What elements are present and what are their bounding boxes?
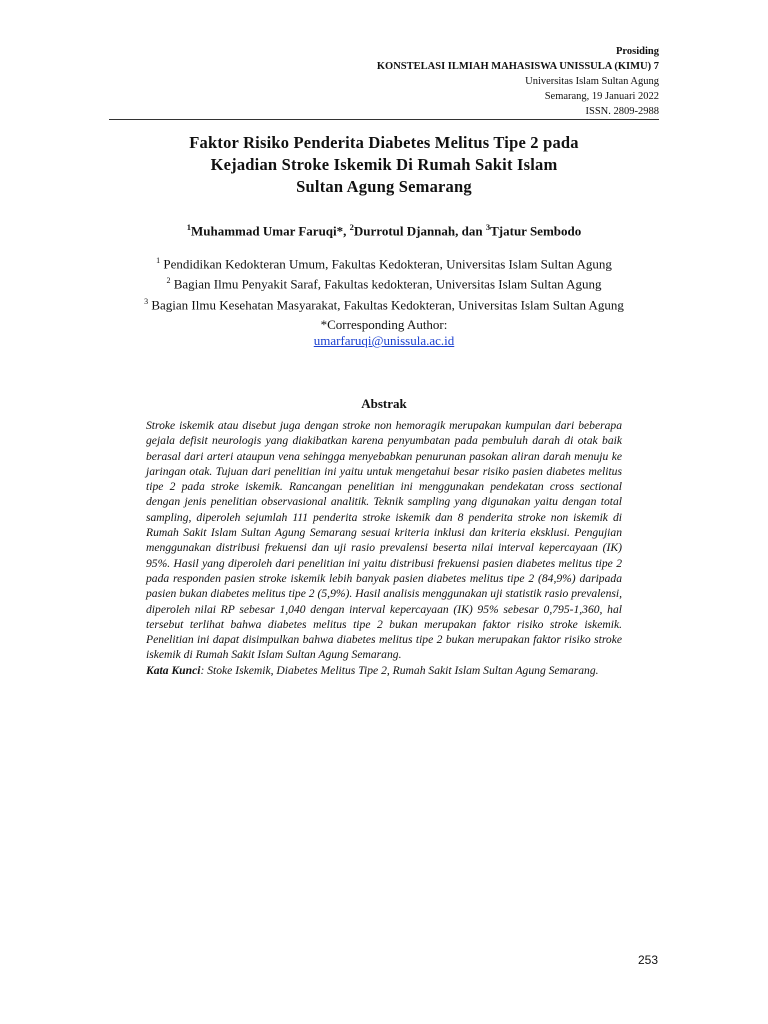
page-number: 253 — [637, 953, 658, 967]
affiliation-3 — [100, 293, 668, 313]
header-divider — [109, 119, 659, 120]
author-2-sup: 2 — [349, 222, 354, 232]
keywords-text: : Stoke Iskemik, Diabetes Melitus Tipe 2, Rumah Sakit Islam Sultan Agung Semarang. — [200, 663, 599, 677]
header-issn: ISSN. 2809-2988 — [585, 106, 659, 117]
author-2-name: Durrotul Djannah, dan — [353, 223, 486, 239]
affiliation-1-text: Pendidikan Kedokteran Umum, Fakultas Kedokteran, Universitas Islam Sultan Agung — [160, 256, 612, 272]
author-3-name: Tjatur Sembodo — [490, 223, 582, 239]
abstract-heading: Abstrak — [361, 396, 407, 411]
title-line-3: Sultan Agung Semarang — [296, 177, 472, 196]
author-1-sup: 1 — [186, 222, 191, 232]
author-email-link[interactable]: umarfaruqi@unissula.ac.id — [313, 333, 455, 348]
header-proceedings-label: Prosiding — [616, 46, 659, 57]
affiliation-3-sup: 3 — [144, 296, 149, 306]
author-3-sup: 3 — [485, 222, 491, 232]
affiliation-2 — [100, 272, 668, 292]
header-conference-name: KONSTELASI ILMIAH MAHASISWA UNISSULA (KIMU) 7 — [376, 61, 659, 72]
affiliation-3-text: Bagian Ilmu Kesehatan Masyarakat, Fakultas Kedokteran, Universitas Islam Sultan Agung — [148, 296, 624, 312]
header-university: Universitas Islam Sultan Agung — [525, 76, 659, 87]
header-date: Semarang, 19 Januari 2022 — [544, 91, 659, 102]
keywords-label: Kata Kunci — [146, 663, 201, 677]
title-line-2: Kejadian Stroke Iskemik Di Rumah Sakit Islam — [210, 155, 558, 174]
proceedings-header — [377, 44, 659, 119]
title-line-1: Faktor Risiko Penderita Diabetes Melitus Tipe 2 pada — [189, 133, 579, 152]
affiliation-1-sup: 1 — [156, 256, 161, 265]
affiliation-2-sup: 2 — [166, 276, 171, 286]
author-list — [109, 222, 659, 239]
affiliation-1 — [100, 252, 668, 272]
corresponding-label: *Corresponding Author: — [320, 317, 448, 332]
affiliations — [100, 252, 668, 313]
corresponding-author — [109, 317, 659, 349]
abstract-body — [146, 418, 622, 678]
author-1-name: Muhammad Umar Faruqi*, — [190, 223, 350, 239]
abstract-text: Stroke iskemik atau disebut juga dengan stroke non hemoragik merupakan kumpulan dari beberapa gejala defisit neurologis yang diakibatkan karena penyumbatan pada pembuluh darah di otak baik berasal dari arteri ataupun vena sehingga menyebabkan penurunan pasokan aliran darah menuju ke jaringan otak. Tujuan dari penelitian ini yaitu untuk mengetahui besar risiko pasien diabetes melitus tipe 2 pada stroke iskemik. Rancangan penelitian ini menggunakan pendekatan cross sectional dengan jenis penelitian observasional analitik. Teknik sampling yang digunakan yaitu dengan total sampling, diperoleh sejumlah 111 penderita stroke iskemik dan 8 penderita stroke non iskemik di Rumah Sakit Islam Sultan Agung Semarang sesuai kriteria inklusi dan kriteria eksklusi. Pengujian menggunakan distribusi frekuensi dan uji rasio prevalensi beserta nilai interval kepercayaan (IK) 95%. Hasil yang diperoleh dari penelitian ini yaitu distribusi frekuensi pasien diabetes melitus tipe 2 pada responden pasien stroke iskemik lebih banyak pasien diabetes melitus tipe 2 (84,9%) daripada pasien bukan diabetes melitus tipe 2 (5,9%). Hasil analisis menggunakan uji statistik rasio prevalensi, diperoleh nilai RP sebesar 1,040 dengan interval kepercayaan (IK) 95% sebesar 0,795-1,360, hal tersebut terlihat bahwa diabetes melitus tipe 2 bukan merupakan faktor risiko stroke iskemik. Penelitian ini dapat disimpulkan bahwa diabetes melitus tipe 2 bukan merupakan faktor risiko stroke iskemik di Rumah Sakit Islam Sultan Agung Semarang. — [146, 419, 622, 662]
affiliation-2-text: Bagian Ilmu Penyakit Saraf, Fakultas kedokteran, Universitas Islam Sultan Agung — [170, 276, 602, 292]
paper-title — [109, 132, 659, 198]
